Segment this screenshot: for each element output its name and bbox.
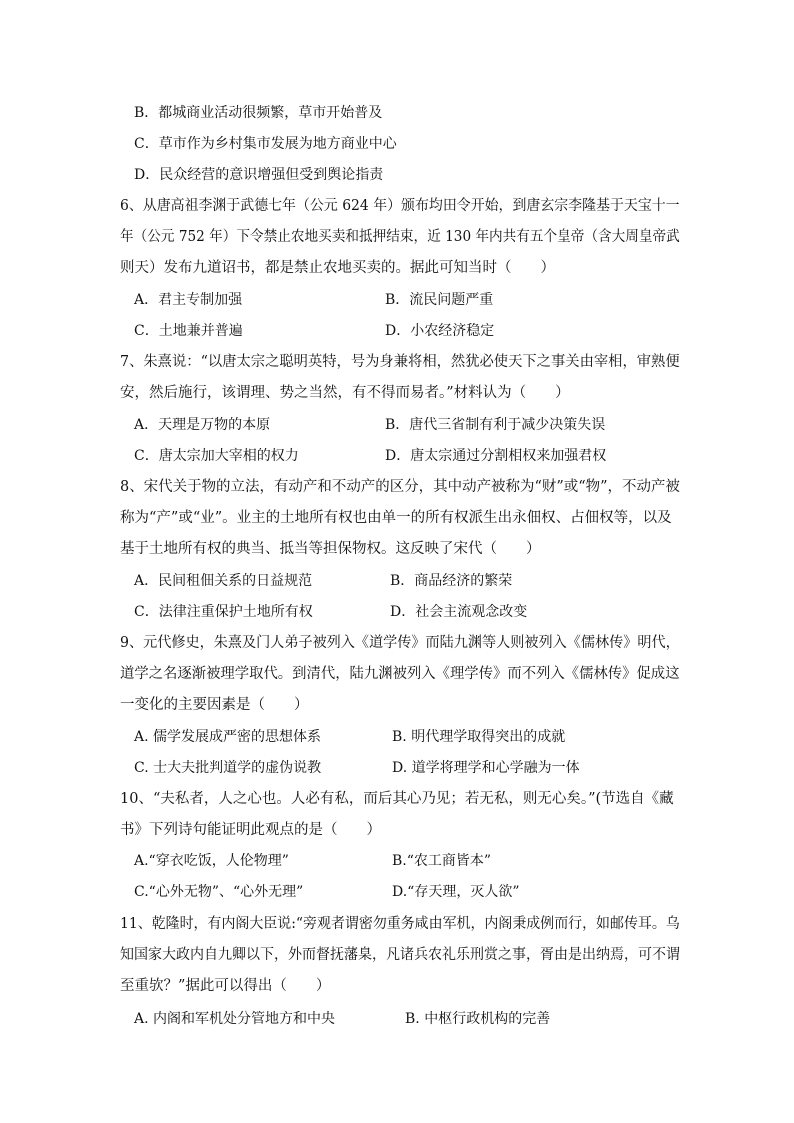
q6-option-a: A．君主专制加强: [134, 292, 243, 308]
q5-option-b: B．都城商业活动很频繁，草市开始普及: [134, 105, 383, 121]
q9-stem-line-2: 道学之名逐渐被理学取代。到清代，陆九渊被列入《理学传》而不列入《儒林传》促成这: [120, 666, 680, 682]
q11-option-b: B. 中枢行政机构的完善: [405, 1011, 551, 1027]
q6-stem-line-3: 则天）发布九道诏书，都是禁止农地买卖的。据此可知当时（ ）: [120, 260, 555, 276]
q10-option-d: D.“存天理，灭人欲”: [392, 884, 520, 900]
q5-option-d: D．民众经营的意识增强但受到舆论指责: [134, 167, 384, 183]
q8-option-b: B．商品经济的繁荣: [390, 573, 513, 589]
q7-option-c: C．唐太宗加大宰相的权力: [134, 448, 299, 464]
q7-stem-line-2: 安，然后施行，该谓理、势之当然，有不得而易者。”材料认为（ ）: [120, 385, 570, 401]
q10-option-b: B.“农工商皆本”: [392, 853, 492, 869]
q8-stem-line-2: 称为“产”或“业”。业主的土地所有权也由单一的所有权派生出永佃权、占佃权等，以及: [120, 510, 672, 526]
q11-stem-line-1: 11、乾隆时，有内阁大臣说:“旁观者谓密勿重务咸由军机，内阁秉成例而行，如邮传耳。乌: [120, 916, 680, 932]
q9-option-a: A. 儒学发展成严密的思想体系: [134, 729, 322, 745]
q9-option-c: C. 士大夫批判道学的虚伪说教: [134, 760, 322, 776]
q5-option-c: C．草市作为乡村集市发展为地方商业中心: [134, 136, 397, 152]
q9-stem-line-3: 一变化的主要因素是（ ）: [120, 697, 309, 713]
q9-option-d: D. 道学将理学和心学融为一体: [392, 760, 580, 776]
q11-stem-line-2: 知国家大政内自九卿以下，外而督抚藩臬，凡诸兵农礼乐刑赏之事，胥由是出纳焉，可不谓: [120, 947, 680, 963]
q10-stem-line-1: 10、“夫私者，人之心也。人必有私，而后其心乃见；若无私，则无心矣。”(节选自《藏: [120, 791, 674, 807]
q10-stem-line-2: 书》下列诗句能证明此观点的是（ ）: [120, 822, 381, 838]
q7-option-a: A．天理是万物的本原: [134, 417, 271, 433]
q9-option-b: B. 明代理学取得突出的成就: [392, 729, 566, 745]
q8-stem-line-3: 基于土地所有权的典当、抵当等担保物权。这反映了宋代（ ）: [120, 541, 541, 557]
q8-option-a: A．民间租佃关系的日益规范: [134, 573, 313, 589]
q7-option-d: D．唐太宗通过分割相权来加强君权: [385, 448, 607, 464]
q6-stem-line-2: 年（公元 752 年）下令禁止农地买卖和抵押结束，近 130 年内共有五个皇帝（含大周皇帝武: [120, 229, 680, 245]
q10-option-c: C.“心外无物”、“心外无理”: [134, 884, 304, 900]
q8-option-c: C．法律注重保护土地所有权: [134, 604, 313, 620]
q7-option-b: B．唐代三省制有利于减少决策失误: [385, 417, 606, 433]
q6-option-d: D．小农经济稳定: [385, 323, 495, 339]
q8-stem-line-1: 8、宋代关于物的立法，有动产和不动产的区分，其中动产被称为“财”或“物”，不动产被: [120, 479, 680, 495]
q11-option-a: A. 内阁和军机处分管地方和中央: [134, 1011, 336, 1027]
q10-option-a: A.“穿衣吃饭，人伦物理”: [134, 853, 289, 869]
q6-option-b: B．流民问题严重: [385, 292, 494, 308]
q7-stem-line-1: 7、朱熹说：“以唐太宗之聪明英特，号为身兼将相，然犹必使天下之事关由宰相，审熟便: [120, 354, 680, 370]
q8-option-d: D．社会主流观念改变: [390, 604, 528, 620]
q6-option-c: C．土地兼并普遍: [134, 323, 243, 339]
q9-stem-line-1: 9、元代修史，朱熹及门人弟子被列入《道学传》而陆九渊等人则被列入《儒林传》明代，: [120, 635, 680, 651]
q6-stem-line-1: 6、从唐高祖李渊于武德七年（公元 624 年）颁布均田令开始，到唐玄宗李隆基于天宝十一: [120, 198, 680, 214]
q11-stem-line-3: 至重欤？”据此可以得出（ ）: [120, 978, 331, 994]
